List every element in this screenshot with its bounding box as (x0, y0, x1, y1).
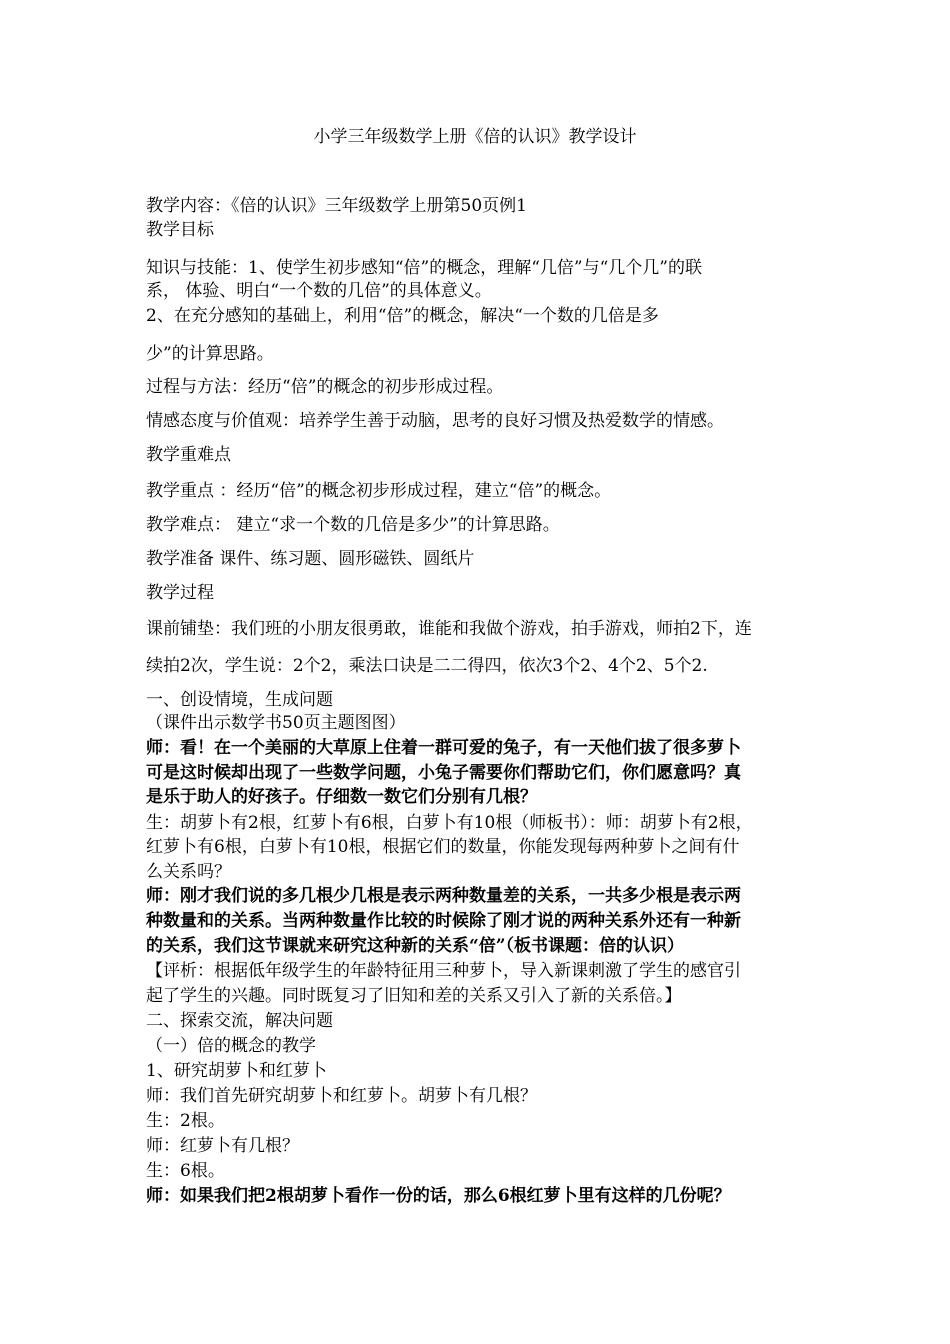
teacher-line: 可是这时候却出现了一些数学问题，小兔子需要你们帮助它们，你们愿意吗？真 (146, 763, 741, 783)
text-line: 教学目标 (146, 220, 214, 240)
text-line: 生：胡萝卜有2根，红萝卜有6根，白萝卜有10根（师板书）：师：胡萝卜有2根， (146, 813, 753, 833)
teacher-line: 是乐于助人的好孩子。仔细数一数它们分别有几根？ (146, 787, 537, 807)
text-line: 少”的计算思路。 (146, 344, 274, 364)
text-line: 过程与方法：经历“倍”的概念的初步形成过程。 (146, 377, 504, 397)
text-line: 生：6根。 (146, 1161, 225, 1181)
subsection-heading: （一）倍的概念的教学 (146, 1036, 316, 1056)
text-line: 2、在充分感知的基础上，利用“倍”的概念，解决“一个数的几倍是多 (146, 306, 659, 326)
document-title: 小学三年级数学上册《倍的认识》教学设计 (313, 127, 637, 147)
teacher-line: 师：刚才我们说的多几根少几根是表示两种数量差的关系，一共多少根是表示两 (146, 886, 741, 906)
text-line: 情感态度与价值观：培养学生善于动脑，思考的良好习惯及热爱数学的情感。 (146, 411, 724, 431)
text-line: 么关系吗？ (146, 862, 231, 882)
text-line: 生：2根。 (146, 1111, 225, 1131)
section-heading: 一、创设情境，生成问题 (146, 690, 333, 710)
section-heading: 二、探索交流，解决问题 (146, 1011, 333, 1031)
comment-line: 起了学生的兴趣。同时既复习了旧知和差的关系又引入了新的关系倍。】 (146, 986, 682, 1006)
text-line: 教学难点： 建立“求一个数的几倍是多少”的计算思路。 (146, 515, 560, 535)
teacher-line: 的关系，我们这节课就来研究这种新的关系“倍”（板书课题：倍的认识） (146, 936, 685, 956)
text-line: 课前铺垫：我们班的小朋友很勇敢，谁能和我做个游戏，拍手游戏，师拍2下，连 (146, 619, 752, 639)
text-line: 师：我们首先研究胡萝卜和红萝卜。胡萝卜有几根？ (146, 1086, 537, 1106)
text-line: 知识与技能：1、使学生初步感知“倍”的概念，理解“几倍”与“几个几”的联 (146, 258, 702, 278)
text-line: 1、研究胡萝卜和红萝卜 (146, 1061, 327, 1081)
text-line: 师：红萝卜有几根？ (146, 1136, 299, 1156)
comment-line: 【评析：根据低年级学生的年龄特征用三种萝卜，导入新课刺激了学生的感官引 (146, 961, 741, 981)
text-line: 教学重点 ：经历“倍”的概念初步形成过程，建立“倍”的概念。 (146, 481, 612, 501)
teacher-line: 师：如果我们把2根胡萝卜看作一份的话，那么6根红萝卜里有这样的几份呢？ (146, 1186, 731, 1206)
text-line: 系， 体验、明白“一个数的几倍”的具体意义。 (146, 281, 492, 301)
text-line: 续拍2次，学生说：2个2，乘法口诀是二二得四，依次3个2、4个2、5个2. (146, 656, 708, 676)
teacher-line: 师：看！在一个美丽的大草原上住着一群可爱的兔子，有一天他们拔了很多萝卜 (146, 738, 741, 758)
teacher-line: 种数量和的关系。当两种数量作比较的时候除了刚才说的两种关系外还有一种新 (146, 911, 741, 931)
text-line: 教学过程 (146, 583, 214, 603)
text-line: （课件出示数学书50页主题图图） (146, 713, 406, 733)
text-line: 教学准备 课件、练习题、圆形磁铁、圆纸片 (146, 549, 475, 569)
text-line: 教学重难点 (146, 445, 231, 465)
text-line: 红萝卜有6根，白萝卜有10根，根据它们的数量，你能发现每两种萝卜之间有什 (146, 837, 740, 857)
text-line: 教学内容：《倍的认识》三年级数学上册第50页例1 (146, 196, 527, 216)
